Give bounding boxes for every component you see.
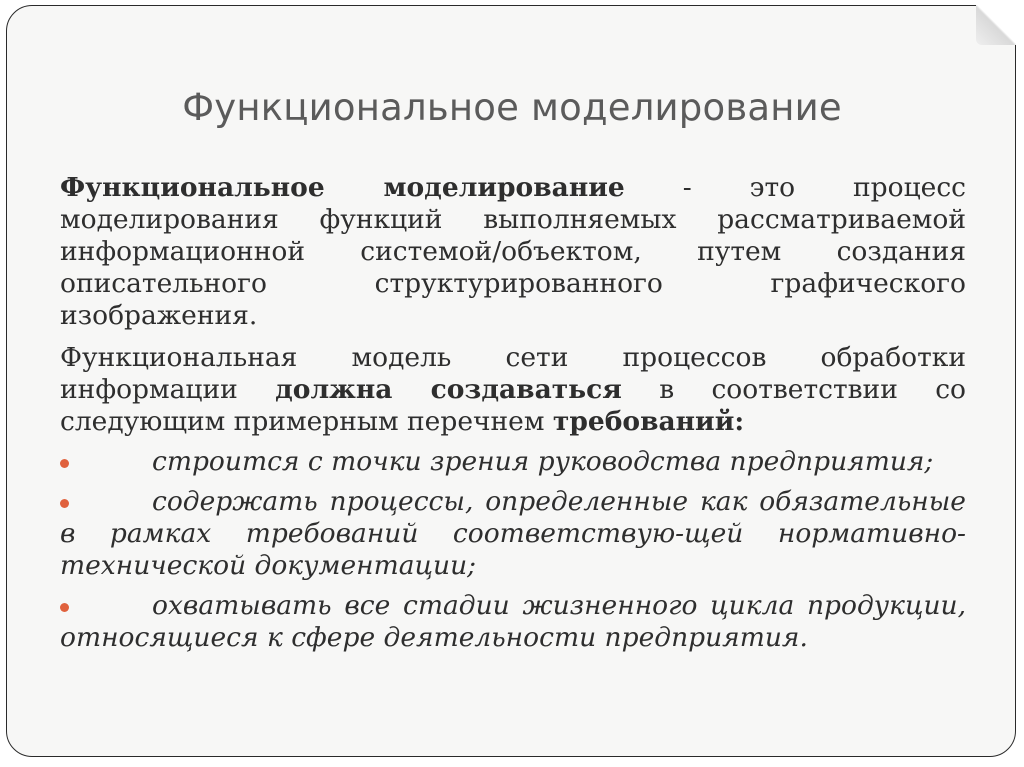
slide-title: Функциональное моделирование <box>182 86 842 129</box>
bullet-text: строится с точки зрения руководства предприятия; <box>152 446 934 477</box>
definition-text: - это процесс моделирования функций выполняемых рассматриваемой информационной системой/объектом, путем создания описательного структурированного графического изображения. <box>60 172 966 331</box>
bullet-dot-icon <box>60 499 69 508</box>
requirements-intro-paragraph <box>60 342 966 438</box>
page-curl-decoration <box>976 5 1016 45</box>
bullet-item <box>60 486 966 582</box>
definition-paragraph <box>60 172 966 332</box>
bullet-text: охватывать все стадии жизненного цикла продукции, относящиеся к сфере деятельности предприятия. <box>60 590 966 653</box>
bullet-dot-icon <box>60 603 69 612</box>
requirements-intro-part1: Функциональная модель сети процессов обработки информации <box>60 342 966 405</box>
bullet-item <box>60 590 966 654</box>
bullet-item <box>60 446 966 478</box>
definition-term: Функциональное моделирование <box>60 172 625 203</box>
requirements-intro-part2: в соответствии со следующим примерным перечнем <box>60 374 967 437</box>
bullet-dot-icon <box>60 459 69 468</box>
requirements-intro-bold1: должна создаваться <box>275 374 622 405</box>
bullet-text: содержать процессы, определенные как обязательные в рамках требований соответствую-щей нормативно-технической документации; <box>60 486 966 581</box>
slide-body <box>60 172 966 662</box>
requirements-intro-bold2: требований: <box>552 406 745 437</box>
